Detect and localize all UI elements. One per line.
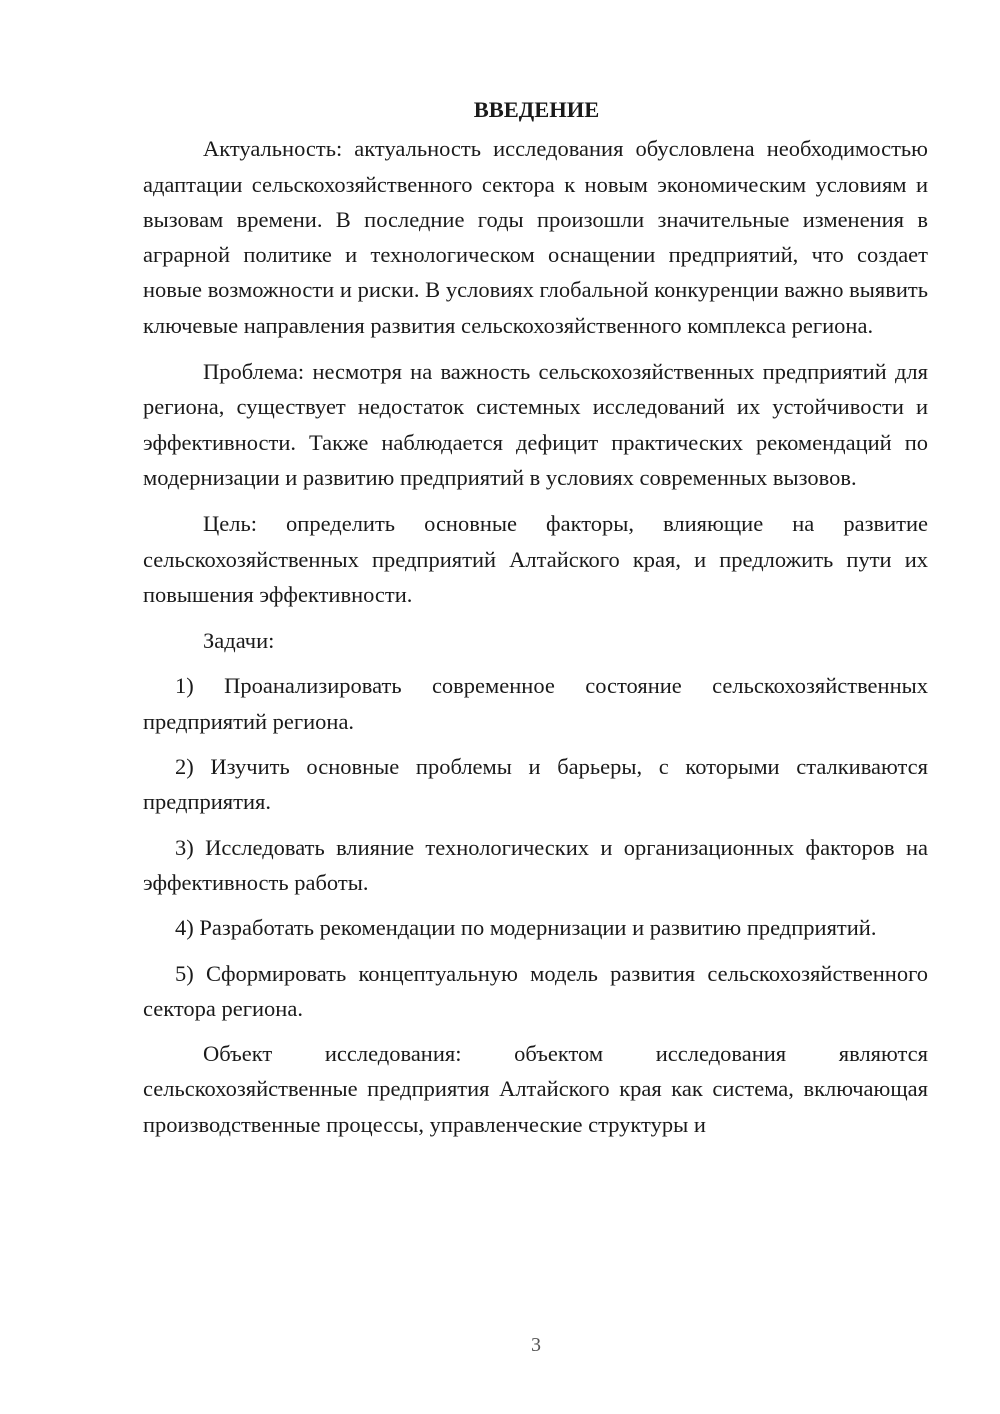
relevance-paragraph: Актуальность: актуальность исследования обусловлена необходимостью адаптации сельскохозяйственного сектора к новым экономическим условиям и вызовам времени. В последние годы произошли значительные изменения в аграрной политике и технологическом оснащении предприятий, что создает новые возможности и риски. В условиях глобальной конкуренции важно выявить ключевые направления развития сельскохозяйственного комплекса региона. [143,136,928,338]
task-item: 3) Исследовать влияние технологических и организационных факторов на эффективность работы. [143,834,928,895]
goal-paragraph: Цель: определить основные факторы, влияющие на развитие сельскохозяйственных предприятий Алтайского края, и предложить пути их повышения эффективности. [143,511,928,607]
problem-paragraph: Проблема: несмотря на важность сельскохозяйственных предприятий для региона, существует недостаток системных исследований их устойчивости и эффективности. Также наблюдается дефицит практических рекомендаций по модернизации и развитию предприятий в условиях современных вызовов. [143,359,928,490]
task-item: 5) Сформировать концептуальную модель развития сельскохозяйственного сектора региона. [143,960,928,1021]
tasks-heading: Задачи: [203,628,275,654]
page-number: 3 [531,1334,541,1356]
task-item: 1) Проанализировать современное состояние сельскохозяйственных предприятий региона. [143,673,928,734]
document-page [143,92,928,1142]
section-title: ВВЕДЕНИЕ [473,97,600,122]
object-paragraph: Объект исследования: объектом исследования являются сельскохозяйственные предприятия Алтайского края как система, включающая производственные процессы, управленческие структуры и [143,1041,928,1137]
task-item: 2) Изучить основные проблемы и барьеры, с которыми сталкиваются предприятия. [143,754,928,815]
task-item: 4) Разработать рекомендации по модернизации и развитию предприятий. [175,915,877,941]
